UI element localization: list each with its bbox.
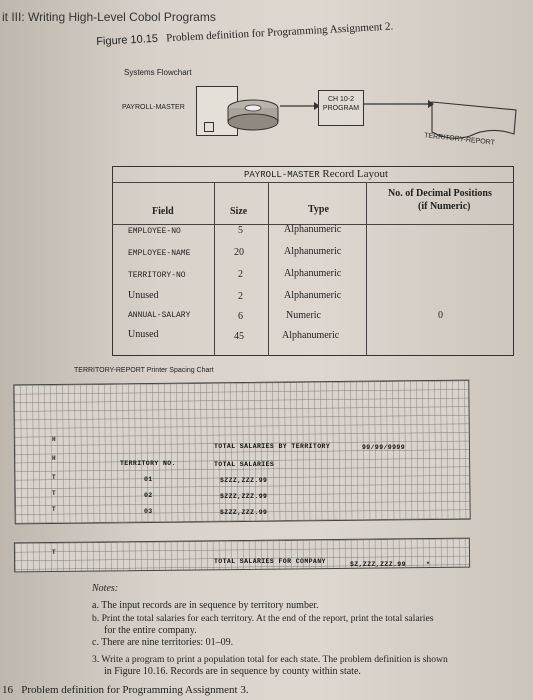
table-cell-type: Alphanumeric — [284, 268, 342, 279]
problem-3: 3. Write a program to print a population total for each state. The problem definition is shown — [92, 654, 448, 665]
program-box — [318, 90, 364, 126]
table-cell-size: 20 — [234, 247, 244, 258]
header-field: Field — [152, 206, 174, 217]
row-mark-heading: H — [52, 455, 56, 462]
territory-02: 02 — [144, 492, 153, 499]
territory-01: 01 — [144, 476, 153, 483]
figure-number: Figure 10.15 — [96, 32, 159, 48]
footer — [2, 684, 249, 696]
table-cell-type: Alphanumeric — [284, 224, 342, 235]
report-date: 99/99/9999 — [362, 444, 406, 451]
row-mark-total: T — [52, 490, 56, 497]
company-total-star: * — [426, 561, 431, 568]
table-cell-field: ANNUAL-SALARY — [128, 311, 191, 320]
table-cell-size: 2 — [238, 291, 243, 302]
record-layout-word: Record Layout — [322, 168, 389, 180]
page-number: 16 — [2, 684, 13, 696]
header-decimals: No. of Decimal Positions — [388, 188, 492, 199]
table-cell-size: 6 — [238, 311, 243, 322]
table-cell-size: 2 — [238, 269, 243, 280]
table-cell-decimals: 0 — [438, 310, 443, 321]
table-cell-type: Alphanumeric — [284, 246, 342, 257]
table-cell-field: Unused — [128, 329, 159, 340]
input-file-label: PAYROLL-MASTER — [122, 104, 185, 111]
printer-spacing-grid — [13, 380, 470, 525]
program-line1: CH 10-2 — [327, 96, 355, 103]
systems-flowchart-label: Systems Flowchart — [124, 68, 192, 77]
table-cell-field: Unused — [128, 290, 159, 301]
note-a: a. The input records are in sequence by territory number. — [92, 600, 319, 611]
company-total-label: TOTAL SALARIES FOR COMPANY — [214, 558, 326, 565]
note-c: c. There are nine territories: 01–09. — [92, 637, 234, 648]
running-head: it III: Writing High-Level Cobol Programs — [2, 10, 216, 24]
amount-03: $ZZZ,ZZZ.99 — [220, 509, 268, 516]
header-decimals-note: (if Numeric) — [418, 201, 471, 212]
figure-caption-text: Problem definition for Programming Assignment 2. — [165, 20, 394, 45]
notes-title: Notes: — [92, 583, 119, 594]
table-rule — [214, 182, 215, 356]
table-cell-field: EMPLOYEE-NO — [128, 227, 181, 236]
table-cell-type: Alphanumeric — [282, 330, 340, 341]
table-cell-field: TERRITORY-NO — [128, 271, 186, 280]
printer-chart-label: TERRITORY-REPORT Printer Spacing Chart — [74, 367, 214, 374]
file-small-symbol — [204, 122, 214, 132]
table-cell-type: Alphanumeric — [284, 290, 342, 301]
disk-icon — [226, 98, 280, 132]
flow-arrow-to-report — [364, 98, 434, 110]
note-b: b. Print the total salaries for each territory. At the end of the report, print the total salaries — [92, 613, 434, 624]
column-total-salaries: TOTAL SALARIES — [214, 461, 275, 468]
table-cell-size: 45 — [234, 331, 244, 342]
problem-3-cont: in Figure 10.16. Records are in sequence by county within state. — [104, 666, 361, 677]
report-heading: TOTAL SALARIES BY TERRITORY — [214, 443, 331, 450]
table-cell-type: Numeric — [286, 310, 321, 321]
territory-03: 03 — [144, 508, 153, 515]
program-line2: PROGRAM — [322, 105, 360, 112]
flow-arrow-to-program — [280, 100, 320, 112]
record-name: PAYROLL-MASTER — [244, 170, 320, 180]
header-size: Size — [230, 206, 248, 217]
header-type: Type — [308, 204, 329, 215]
table-rule — [268, 182, 269, 356]
row-mark-total: T — [52, 549, 56, 556]
row-mark-heading: H — [52, 436, 56, 443]
note-b-cont: for the entire company. — [104, 625, 197, 636]
footer-caption: Problem definition for Programming Assignment 3. — [21, 684, 249, 696]
row-mark-total: T — [52, 506, 56, 513]
table-cell-size: 5 — [238, 225, 243, 236]
row-mark-total: T — [52, 474, 56, 481]
company-total-amount: $Z,ZZZ,ZZZ.99 — [350, 561, 406, 568]
amount-01: $ZZZ,ZZZ.99 — [220, 477, 268, 484]
output-report-label: TERRITORY-REPORT — [423, 132, 496, 147]
table-rule — [112, 182, 514, 183]
amount-02: $ZZZ,ZZZ.99 — [220, 493, 268, 500]
record-layout-title — [244, 168, 388, 180]
column-territory-no: TERRITORY NO. — [120, 460, 176, 467]
table-cell-field: EMPLOYEE-NAME — [128, 249, 191, 258]
table-rule — [366, 182, 367, 356]
